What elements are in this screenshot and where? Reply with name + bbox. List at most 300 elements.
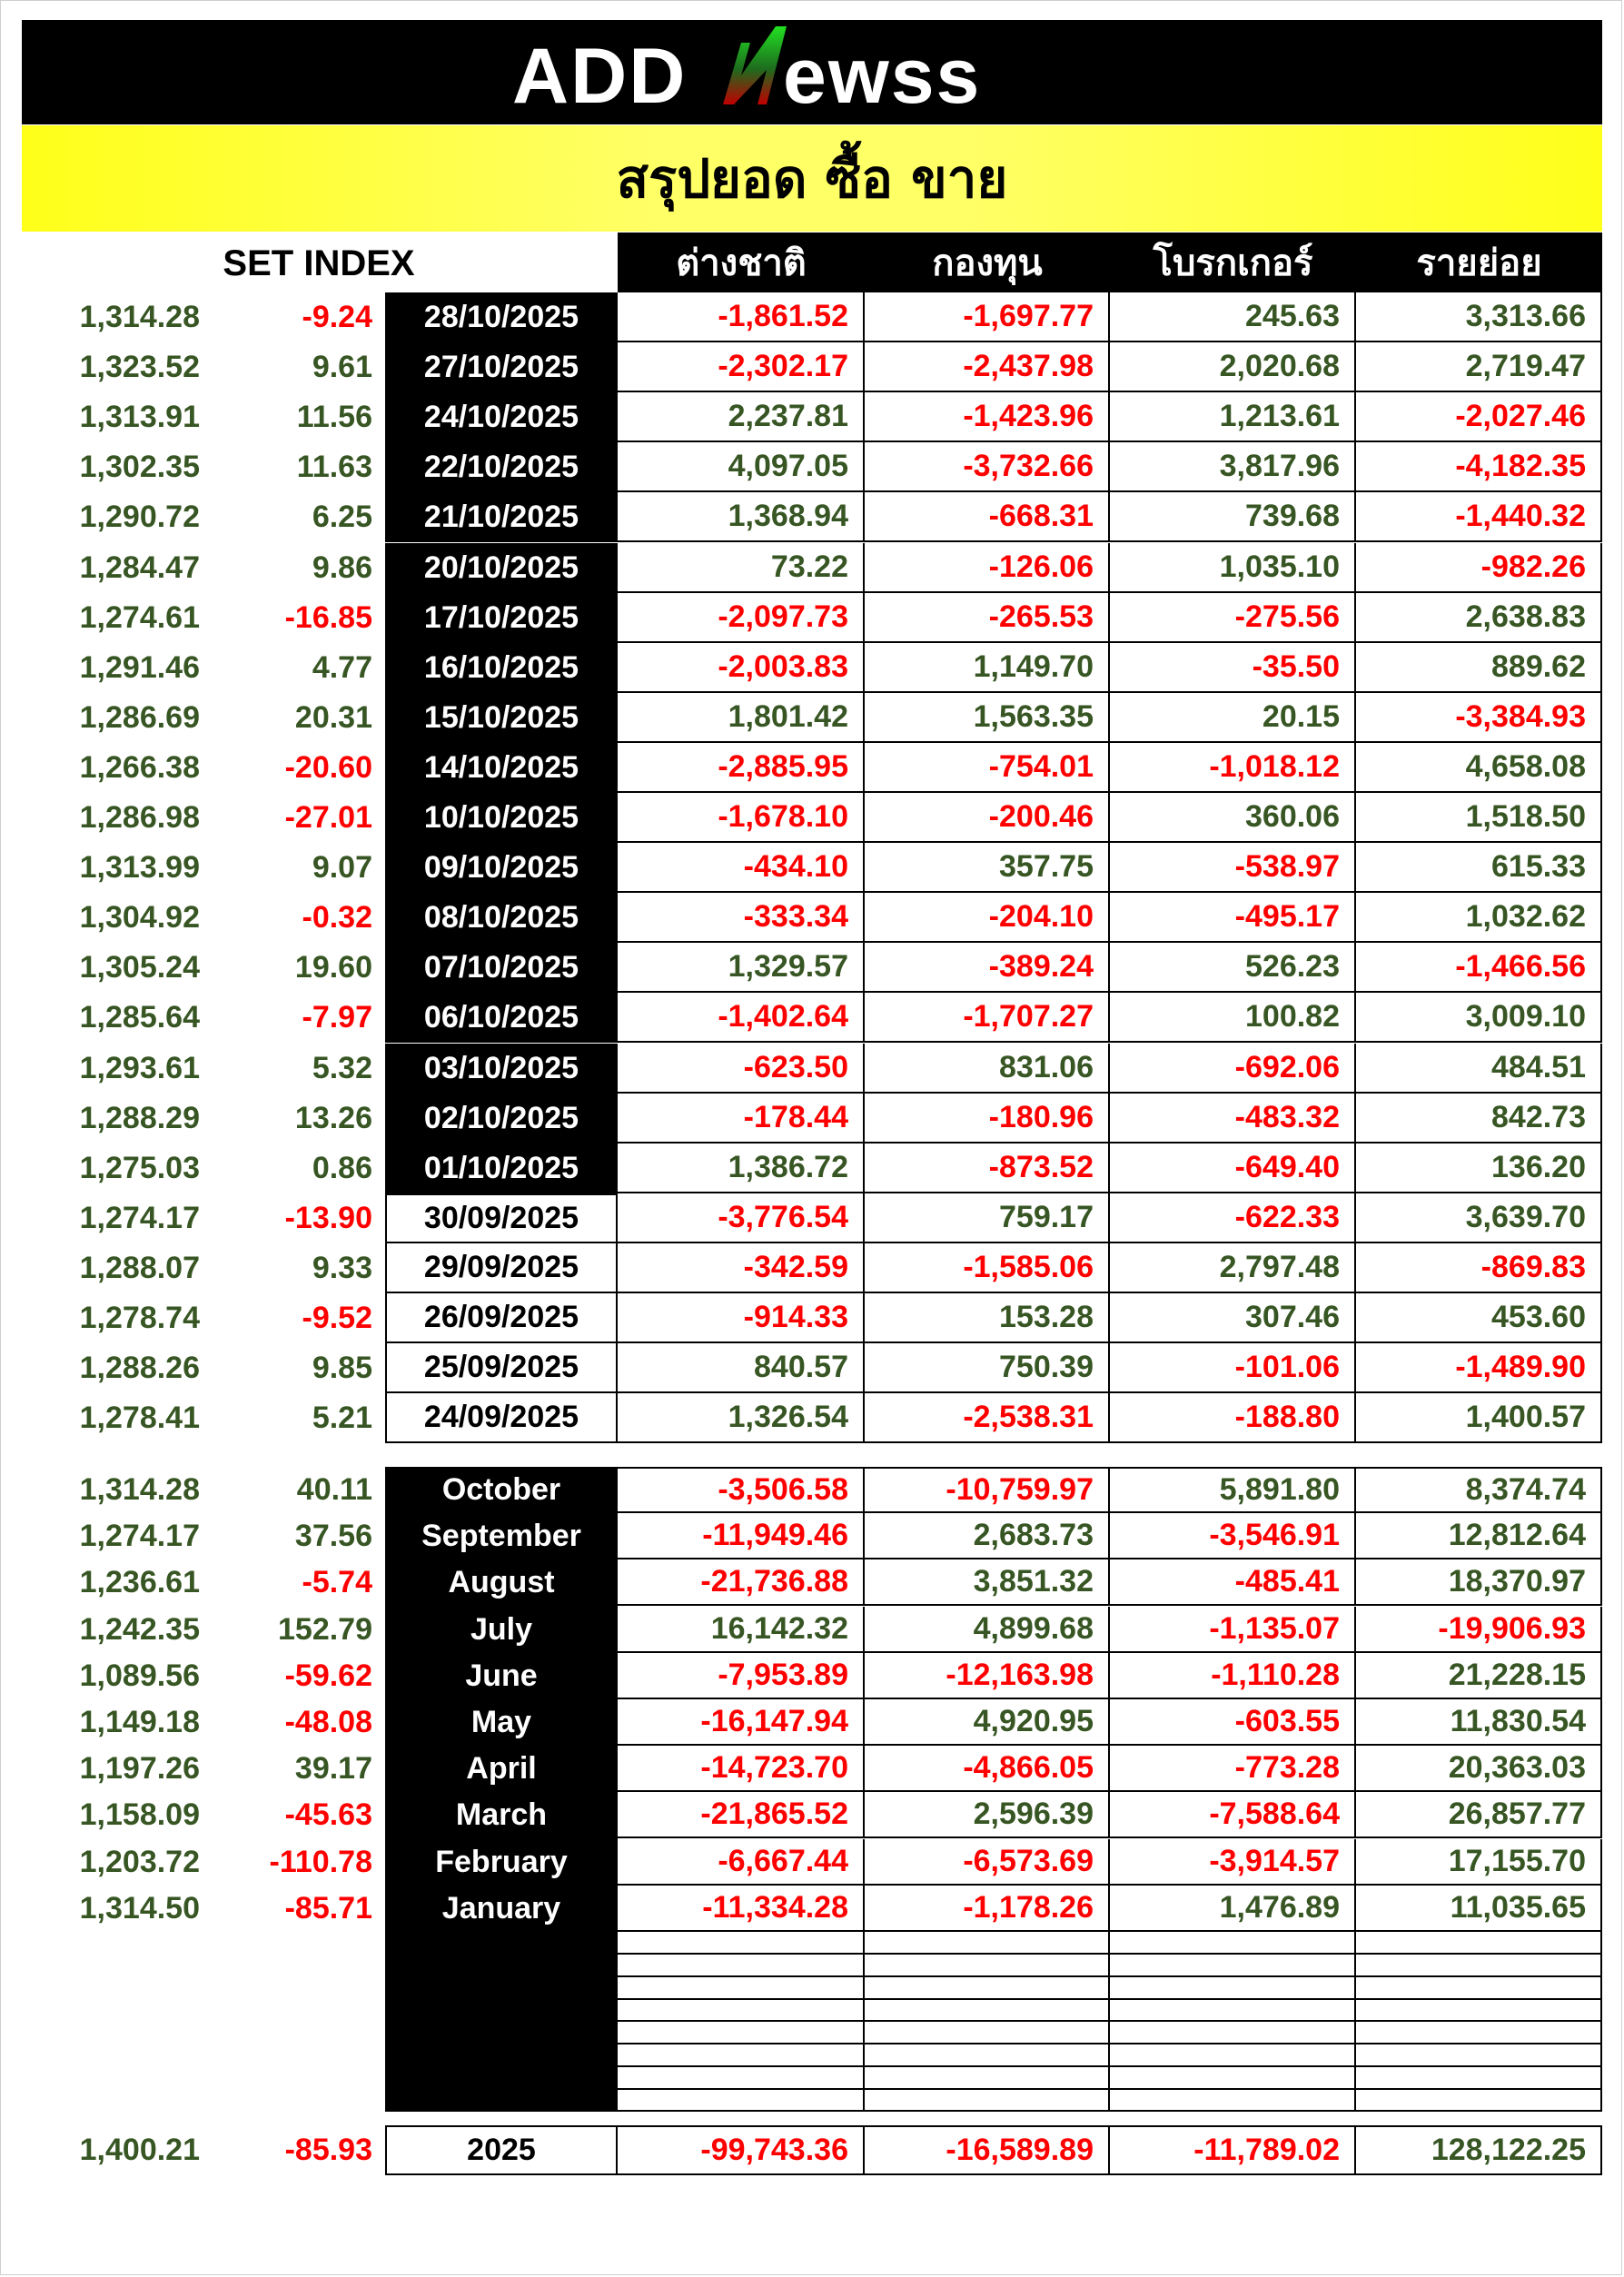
broker-value: 2,020.68 [1110,342,1356,392]
logo-text-left: ADD [512,32,688,120]
empty-cell [618,2067,865,2090]
daily-row [0,743,1624,793]
date-cell: 21/10/2025 [385,492,618,542]
empty-cell [865,1999,1110,2022]
empty-cell [618,1977,865,2000]
retail-value: 2,719.47 [1356,342,1602,392]
monthly-row [0,1653,1624,1699]
fund-value: -204.10 [865,893,1110,943]
foreign-value: 1,368.94 [618,492,865,542]
broker-value: 3,817.96 [1110,442,1356,492]
fund-value: -3,732.66 [865,442,1110,492]
retail-value: 1,518.50 [1356,793,1602,843]
daily-row [0,643,1624,693]
foreign-value: 1,329.57 [618,943,865,993]
date-cell: 16/10/2025 [385,643,618,693]
set-index-change: 11.56 [296,400,372,434]
fund-value: 2,683.73 [865,1513,1110,1559]
set-index-change: 9.33 [312,1251,372,1285]
broker-value: 5,891.80 [1110,1467,1356,1513]
foreign-value: -1,861.52 [618,292,865,342]
set-index-value: 1,278.41 [79,1401,200,1435]
fund-value: 1,563.35 [865,693,1110,743]
retail-value: 4,658.08 [1356,743,1602,793]
empty-cell [1356,1932,1602,1955]
fund-value: -12,163.98 [865,1653,1110,1699]
set-index-change: -48.08 [284,1705,372,1739]
set-index-value: 1,274.17 [79,1201,200,1235]
retail-value: -869.83 [1356,1243,1602,1293]
broker-value: 739.68 [1110,492,1356,542]
fund-value: -1,707.27 [865,993,1110,1043]
retail-value: 8,374.74 [1356,1467,1602,1513]
set-index-change: -45.63 [284,1797,372,1832]
month-cell: January [441,1891,561,1926]
foreign-value: -3,776.54 [618,1193,865,1243]
set-index-change: -5.74 [302,1565,372,1599]
retail-value: 12,812.64 [1356,1513,1602,1559]
set-index-change: -59.62 [284,1658,372,1693]
empty-cell [1110,2067,1356,2090]
empty-cell [1356,2089,1602,2112]
set-index-change: -7.97 [302,1000,372,1035]
empty-cell [865,1977,1110,2000]
monthly-row [0,1513,1624,1559]
foreign-value: -21,736.88 [618,1559,865,1606]
logo-n-mark [723,26,787,104]
set-index-change: 37.56 [294,1519,372,1553]
fund-value: 153.28 [865,1293,1110,1343]
retail-value: 1,400.57 [1356,1393,1602,1443]
date-cell: 01/10/2025 [385,1143,618,1193]
broker-value: -188.80 [1110,1393,1356,1443]
foreign-value: -1,402.64 [618,993,865,1043]
set-index-change: -16.85 [284,600,372,635]
empty-cell [1110,1955,1356,1977]
daily-row [0,1293,1624,1343]
broker-value: -35.50 [1110,643,1356,693]
month-cell: August [448,1565,555,1599]
set-index-value: 1,314.50 [79,1891,200,1926]
daily-row [0,593,1624,643]
empty-cell [865,1955,1110,1977]
empty-cell [1356,1977,1602,2000]
set-index-change: -20.60 [284,750,372,785]
set-index-value: 1,286.69 [79,700,200,735]
daily-row [0,1044,1624,1094]
set-index-change: -13.90 [284,1201,372,1235]
set-index-value: 1,158.09 [79,1797,200,1832]
foreign-value: -342.59 [618,1243,865,1293]
column-header-foreign: ต่างชาติ [618,233,865,292]
page-subtitle: สรุปยอด ซื้อ ขาย [22,125,1602,232]
set-index-change: 40.11 [296,1472,372,1507]
broker-value: -3,914.57 [1110,1839,1356,1886]
set-index-value: 1,089.56 [79,1658,200,1693]
broker-value: 1,035.10 [1110,543,1356,593]
empty-cell [865,2067,1110,2090]
set-index-value: 1,203.72 [79,1845,200,1879]
retail-value: 3,639.70 [1356,1193,1602,1243]
broker-value: -3,546.91 [1110,1513,1356,1559]
broker-value: -773.28 [1110,1746,1356,1792]
empty-cell [618,2089,865,2112]
set-index-value: 1,284.47 [79,550,200,585]
empty-cell [1356,1955,1602,1977]
set-index-value: 1,285.64 [79,1000,200,1035]
daily-row [0,1094,1624,1143]
empty-cell [618,2044,865,2067]
month-cell: July [470,1612,533,1647]
retail-value: -19,906.93 [1356,1607,1602,1653]
retail-value: -2,027.46 [1356,392,1602,442]
fund-value: 831.06 [865,1044,1110,1094]
empty-cell [865,2022,1110,2044]
fund-value: -16,589.89 [865,2125,1110,2175]
fund-value: -10,759.97 [865,1467,1110,1513]
empty-cell [1356,2022,1602,2044]
date-cell: 02/10/2025 [385,1094,618,1143]
set-index-value: 1,288.29 [79,1101,200,1135]
set-index-value: 1,197.26 [79,1751,200,1786]
empty-cell [1110,1999,1356,2022]
year-cell: 2025 [385,2125,618,2175]
foreign-value: -6,667.44 [618,1839,865,1886]
set-index-value: 1,274.17 [79,1519,200,1553]
foreign-value: -99,743.36 [618,2125,865,2175]
set-index-change: 13.26 [294,1101,372,1135]
set-index-value: 1,314.28 [79,300,200,334]
date-cell: 26/09/2025 [385,1293,618,1343]
date-cell: 20/10/2025 [385,543,618,593]
broker-value: -7,588.64 [1110,1792,1356,1838]
date-cell: 08/10/2025 [385,893,618,943]
retail-value: 615.33 [1356,843,1602,893]
daily-row [0,342,1624,392]
retail-value: 3,313.66 [1356,292,1602,342]
empty-cell [618,1999,865,2022]
broker-value: 360.06 [1110,793,1356,843]
set-index-change: -9.24 [302,300,372,334]
foreign-value: -1,678.10 [618,793,865,843]
fund-value: -265.53 [865,593,1110,643]
set-index-value: 1,266.38 [79,750,200,785]
fund-value: -873.52 [865,1143,1110,1193]
set-index-value: 1,400.21 [79,2133,200,2167]
broker-value: 2,797.48 [1110,1243,1356,1293]
month-cell: February [435,1845,568,1879]
daily-row [0,1343,1624,1393]
retail-value: 128,122.25 [1356,2125,1602,2175]
empty-cell [1110,1977,1356,2000]
foreign-value: -3,506.58 [618,1467,865,1513]
retail-value: 18,370.97 [1356,1559,1602,1606]
retail-value: 21,228.15 [1356,1653,1602,1699]
monthly-row [0,1839,1624,1886]
date-cell: 25/09/2025 [385,1343,618,1393]
daily-row [0,693,1624,743]
set-index-change: 19.60 [294,950,372,985]
monthly-row [0,1467,1624,1513]
date-cell: 27/10/2025 [385,342,618,392]
fund-value: -1,178.26 [865,1886,1110,1932]
set-index-value: 1,286.98 [79,800,200,835]
fund-value: -6,573.69 [865,1839,1110,1886]
retail-value: 1,032.62 [1356,893,1602,943]
fund-value: -754.01 [865,743,1110,793]
broker-value: -101.06 [1110,1343,1356,1393]
broker-value: 245.63 [1110,292,1356,342]
monthly-row [0,1699,1624,1746]
retail-value: -3,384.93 [1356,693,1602,743]
month-cell: April [466,1751,537,1786]
foreign-value: -2,885.95 [618,743,865,793]
monthly-row [0,1886,1624,1932]
monthly-row [0,1746,1624,1792]
empty-cell [1110,2044,1356,2067]
set-index-value: 1,278.74 [79,1301,200,1335]
set-index-value: 1,288.26 [79,1351,200,1385]
date-cell: 10/10/2025 [385,793,618,843]
foreign-value: -623.50 [618,1044,865,1094]
retail-value: -1,440.32 [1356,492,1602,542]
foreign-value: -434.10 [618,843,865,893]
header-banner [22,20,1602,124]
daily-row [0,793,1624,843]
date-cell: 09/10/2025 [385,843,618,893]
retail-value: 11,035.65 [1356,1886,1602,1932]
foreign-value: 73.22 [618,543,865,593]
daily-row [0,292,1624,342]
empty-cell [1110,2089,1356,2112]
broker-value: -649.40 [1110,1143,1356,1193]
set-index-label: SET INDEX [223,243,415,283]
empty-cell [618,2022,865,2044]
empty-cell [1356,1999,1602,2022]
set-index-change: 9.07 [312,850,372,885]
foreign-value: -333.34 [618,893,865,943]
month-cell: May [470,1705,532,1739]
set-index-value: 1,290.72 [79,500,200,534]
empty-cell [1356,2044,1602,2067]
empty-cell [618,1955,865,1977]
date-cell: 17/10/2025 [385,593,618,643]
logo-graphic [512,23,1112,123]
empty-cell [865,2089,1110,2112]
set-index-change: 6.25 [312,500,372,534]
foreign-value: 1,386.72 [618,1143,865,1193]
empty-cell [1110,1932,1356,1955]
column-header-retail: รายย่อย [1356,233,1602,292]
retail-value: 26,857.77 [1356,1792,1602,1838]
foreign-value: -2,003.83 [618,643,865,693]
fund-value: -180.96 [865,1094,1110,1143]
fund-value: -2,437.98 [865,342,1110,392]
date-cell: 28/10/2025 [385,292,618,342]
fund-value: 4,899.68 [865,1607,1110,1653]
set-index-value: 1,304.92 [79,900,200,935]
set-index-value: 1,323.52 [79,350,200,384]
set-index-change: 9.85 [312,1351,372,1385]
foreign-value: -16,147.94 [618,1699,865,1746]
daily-row [0,893,1624,943]
set-index-change: -110.78 [269,1845,372,1879]
broker-value: -11,789.02 [1110,2125,1356,2175]
fund-value: -2,538.31 [865,1393,1110,1443]
fund-value: -1,585.06 [865,1243,1110,1293]
fund-value: -1,697.77 [865,292,1110,342]
monthly-row [0,1607,1624,1653]
foreign-value: -7,953.89 [618,1653,865,1699]
set-index-value: 1,313.99 [79,850,200,885]
empty-cell [865,2044,1110,2067]
date-cell: 06/10/2025 [385,993,618,1043]
foreign-value: -11,949.46 [618,1513,865,1559]
fund-value: 1,149.70 [865,643,1110,693]
retail-value: -982.26 [1356,543,1602,593]
retail-value: 453.60 [1356,1293,1602,1343]
set-index-value: 1,293.61 [79,1051,200,1085]
monthly-row [0,1792,1624,1838]
empty-cell [1356,2067,1602,2090]
daily-row [0,442,1624,492]
daily-row [0,1193,1624,1243]
monthly-row [0,1559,1624,1606]
set-index-change: 9.86 [312,550,372,585]
set-index-change: 152.79 [278,1612,372,1647]
foreign-value: -21,865.52 [618,1792,865,1838]
set-index-value: 1,302.35 [79,450,200,484]
column-header-broker: โบรกเกอร์ [1110,233,1356,292]
fund-value: 357.75 [865,843,1110,893]
fund-value: 2,596.39 [865,1792,1110,1838]
set-index-change: -85.71 [284,1891,372,1926]
empty-cell [1110,2022,1356,2044]
broker-value: 100.82 [1110,993,1356,1043]
set-index-value: 1,275.03 [79,1151,200,1185]
set-index-value: 1,291.46 [79,650,200,685]
fund-value: 3,851.32 [865,1559,1110,1606]
foreign-value: 1,326.54 [618,1393,865,1443]
date-cell: 07/10/2025 [385,943,618,993]
daily-row [0,392,1624,442]
date-cell: 22/10/2025 [385,442,618,492]
date-cell: 29/09/2025 [385,1243,618,1293]
fund-value: 4,920.95 [865,1699,1110,1746]
daily-row [0,492,1624,542]
date-cell: 14/10/2025 [385,743,618,793]
month-cell: October [441,1472,561,1507]
retail-value: 17,155.70 [1356,1839,1602,1886]
date-cell: 24/09/2025 [385,1393,618,1443]
broker-value: 1,213.61 [1110,392,1356,442]
set-index-value: 1,242.35 [79,1612,200,1647]
foreign-value: -2,302.17 [618,342,865,392]
set-index-change: 5.32 [312,1051,372,1085]
set-index-value: 1,288.07 [79,1251,200,1285]
retail-value: 11,830.54 [1356,1699,1602,1746]
daily-row [0,943,1624,993]
set-index-change: -9.52 [302,1301,372,1335]
fund-value: -389.24 [865,943,1110,993]
set-index-value: 1,274.61 [79,600,200,635]
set-index-change: -0.32 [302,900,372,935]
retail-value: 484.51 [1356,1044,1602,1094]
fund-value: 750.39 [865,1343,1110,1393]
set-index-change: -27.01 [284,800,372,835]
broker-value: -622.33 [1110,1193,1356,1243]
set-index-change: 0.86 [312,1151,372,1185]
broker-value: -495.17 [1110,893,1356,943]
foreign-value: 16,142.32 [618,1607,865,1653]
set-index-change: 9.61 [312,350,372,384]
set-index-change: 39.17 [294,1751,372,1786]
set-index-value: 1,305.24 [79,950,200,985]
fund-value: -126.06 [865,543,1110,593]
empty-cell [618,1932,865,1955]
broker-value: -692.06 [1110,1044,1356,1094]
set-index-value: 1,236.61 [79,1565,200,1599]
broker-value: -603.55 [1110,1699,1356,1746]
set-index-change: -85.93 [284,2133,372,2167]
retail-value: 2,638.83 [1356,593,1602,643]
foreign-value: 1,801.42 [618,693,865,743]
foreign-value: -2,097.73 [618,593,865,643]
fund-value: -200.46 [865,793,1110,843]
foreign-value: -178.44 [618,1094,865,1143]
retail-value: 20,363.03 [1356,1746,1602,1792]
broker-value: -275.56 [1110,593,1356,643]
fund-value: -1,423.96 [865,392,1110,442]
logo-text-right: ewss [783,32,982,120]
foreign-value: 840.57 [618,1343,865,1393]
date-cell: 03/10/2025 [385,1044,618,1094]
broker-value: -1,018.12 [1110,743,1356,793]
month-cell: March [455,1797,548,1832]
daily-row [0,1143,1624,1193]
set-index-change: 20.31 [294,700,372,735]
set-index-value: 1,149.18 [79,1705,200,1739]
daily-row [0,843,1624,893]
fund-value: 759.17 [865,1193,1110,1243]
yearly-row [0,2125,1624,2175]
broker-value: -538.97 [1110,843,1356,893]
date-cell: 24/10/2025 [385,392,618,442]
broker-value: 526.23 [1110,943,1356,993]
foreign-value: -11,334.28 [618,1886,865,1932]
daily-row [0,1243,1624,1293]
fund-value: -668.31 [865,492,1110,542]
set-index-change: 4.77 [312,650,372,685]
retail-value: 136.20 [1356,1143,1602,1193]
retail-value: 3,009.10 [1356,993,1602,1043]
broker-value: 1,476.89 [1110,1886,1356,1932]
daily-row [0,993,1624,1043]
retail-value: -4,182.35 [1356,442,1602,492]
retail-value: 889.62 [1356,643,1602,693]
empty-cell [865,1932,1110,1955]
daily-row [0,543,1624,593]
broker-value: 307.46 [1110,1293,1356,1343]
foreign-value: 2,237.81 [618,392,865,442]
broker-value: -485.41 [1110,1559,1356,1606]
addnewss-logo [22,20,1602,124]
set-index-value: 1,314.28 [79,1472,200,1507]
set-index-value: 1,313.91 [79,400,200,434]
broker-value: -483.32 [1110,1094,1356,1143]
broker-value: 20.15 [1110,693,1356,743]
foreign-value: -14,723.70 [618,1746,865,1792]
